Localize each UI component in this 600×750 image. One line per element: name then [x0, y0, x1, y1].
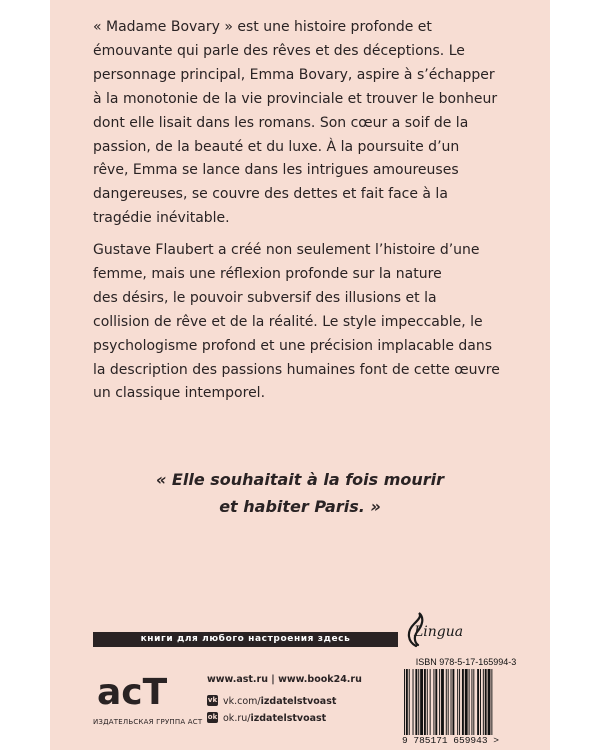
- barcode-stripe: [451, 669, 452, 735]
- barcode-stripe: [485, 669, 487, 735]
- barcode-stripe: [480, 669, 481, 735]
- barcode-stripe: [418, 669, 419, 735]
- blurb-line: collision de rêve et de la réalité. Le style impeccable, le: [93, 313, 483, 330]
- barcode-stripe: [488, 669, 491, 735]
- tagline-bar: книги для любого настроения здесь: [93, 632, 398, 647]
- barcode-stripe: [413, 669, 414, 735]
- ok-link-handle: izdatelstvoast: [250, 713, 327, 724]
- blurb-line: personnage principal, Emma Bovary, aspire à s’échapper: [93, 66, 495, 83]
- blurb-line: la description des passions humaines font de cette œuvre: [93, 361, 500, 378]
- ast-logo-letters: acT: [97, 672, 168, 713]
- barcode-stripe: [448, 669, 449, 735]
- barcode-stripe: [427, 669, 428, 735]
- blurb-line: rêve, Emma se lance dans les intrigues amoureuses: [93, 162, 459, 179]
- barcode-stripe: [477, 669, 479, 735]
- barcode-stripe: [409, 669, 410, 735]
- barcode-stripe: [483, 669, 484, 735]
- barcode-stripe: [446, 669, 447, 735]
- pull-quote-line-1: « Elle souhaitait à la fois mourir: [155, 470, 445, 489]
- ast-logo-caption: ИЗДАТЕЛЬСКАЯ ГРУППА АСТ: [93, 718, 203, 726]
- barcode-stripe: [430, 669, 431, 735]
- blurb-line: émouvante qui parle des rêves et des déceptions. Le: [93, 42, 465, 59]
- blurb-line: psychologisme profond et une précision implacable dans: [93, 337, 493, 354]
- vk-link[interactable]: [207, 695, 336, 709]
- barcode-stripe: [469, 669, 470, 735]
- ok-icon: ok: [207, 713, 218, 721]
- ast-publisher-logo: [93, 660, 203, 740]
- barcode-stripe: [471, 669, 472, 735]
- blurb-line: femme, mais une réflexion profonde sur la nature: [93, 265, 442, 282]
- barcode-stripe: [435, 669, 437, 735]
- barcode-stripe: [420, 669, 423, 735]
- vk-icon: vk: [207, 696, 218, 704]
- blurb-line: dangereuses, se couvre des dettes et fait face à la: [93, 186, 448, 203]
- vk-link-handle: izdatelstvoast: [260, 696, 337, 707]
- blurb-line: dont elle lisait dans les romans. Son cœur a soif de la: [93, 114, 469, 131]
- barcode-stripe: [452, 669, 454, 735]
- vk-link-prefix: vk.com/: [223, 696, 261, 707]
- book-back-cover: [50, 0, 550, 750]
- barcode-digits: 9 785171 659943 >: [402, 735, 499, 746]
- barcode-stripe: [462, 669, 464, 735]
- barcode-stripe: [406, 669, 408, 735]
- isbn-number: ISBN 978-5-17-165994-3: [415, 657, 517, 667]
- pull-quote: [50, 466, 550, 520]
- barcode-stripe: [465, 669, 468, 735]
- barcode-stripe: [459, 669, 460, 735]
- website-links[interactable]: www.ast.ru | www.book24.ru: [207, 674, 362, 685]
- blurb-line: un classique intemporel.: [93, 385, 266, 402]
- ok-link[interactable]: [207, 712, 326, 726]
- barcode-stripe: [404, 669, 405, 735]
- blurb-paragraph-2: [93, 239, 507, 406]
- blurb-paragraph-1: [93, 16, 507, 231]
- ast-logo-icon: [93, 660, 183, 718]
- barcode-stripe: [491, 669, 492, 735]
- barcode-stripe: [441, 669, 444, 735]
- ok-link-prefix: ok.ru/: [223, 713, 251, 724]
- blurb-line: « Madame Bovary » est une histoire profonde et: [93, 19, 432, 35]
- barcode-block: [402, 657, 542, 747]
- blurb-line: Gustave Flaubert a créé non seulement l’histoire d’une: [93, 242, 480, 258]
- blurb-line: passion, de la beauté et du luxe. À la poursuite d’un: [93, 138, 460, 155]
- blurb-line: à la monotonie de la vie provinciale et trouver le bonheur: [93, 90, 498, 107]
- barcode-stripe: [473, 669, 474, 735]
- barcode-stripe: [433, 669, 434, 735]
- barcode-stripe: [415, 669, 417, 735]
- blurb-line: tragédie inévitable.: [93, 210, 230, 227]
- pull-quote-line-2: et habiter Paris. »: [219, 497, 381, 516]
- barcode-stripe: [457, 669, 458, 735]
- barcode-icon: [402, 669, 530, 735]
- lingua-wordmark: Lingua: [414, 624, 464, 640]
- barcode-stripe: [439, 669, 440, 735]
- barcode-stripe: [424, 669, 426, 735]
- blurb-line: des désirs, le pouvoir subversif des illusions et la: [93, 289, 437, 306]
- lingua-series-logo: [402, 612, 472, 652]
